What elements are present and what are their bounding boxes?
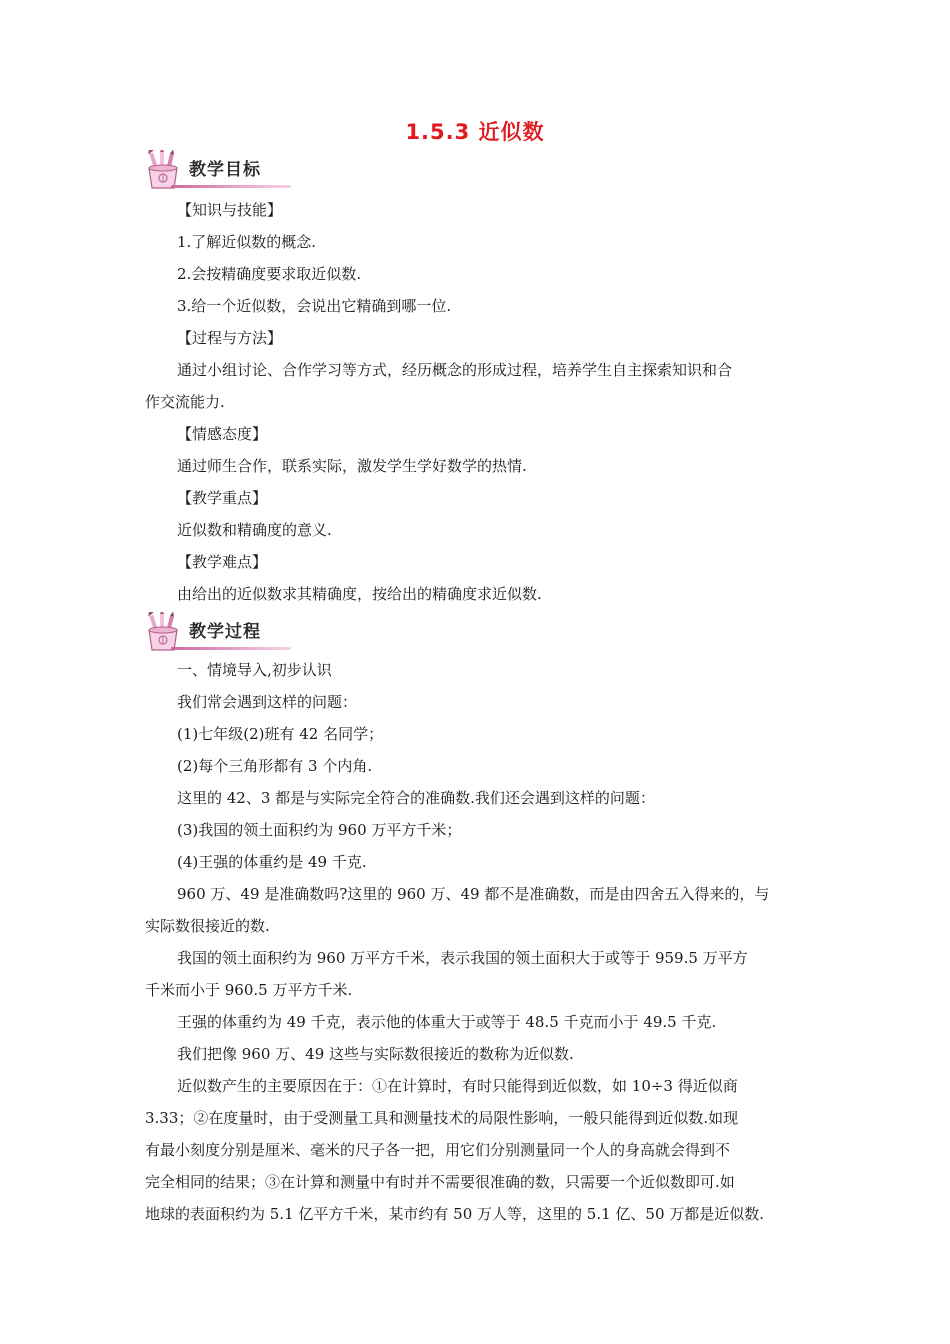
banner-label: 教学过程 — [189, 622, 261, 642]
pencil-pot-icon — [143, 150, 183, 190]
banner-underline — [171, 185, 291, 188]
difficult-heading: 【教学难点】 — [177, 553, 268, 571]
paragraph: 我国的领土面积约为 960 万平方千米，表示我国的领土面积大于或等于 959.5 万平方 — [177, 949, 748, 967]
section-banner-goals — [143, 150, 291, 190]
goal-item: 1.了解近似数的概念. — [177, 233, 317, 251]
paragraph: 这里的 42、3 都是与实际完全符合的准确数.我们还会遇到这样的问题： — [177, 789, 655, 807]
paragraph: (4)王强的体重约是 49 千克. — [177, 853, 367, 871]
method-text: 作交流能力. — [145, 393, 225, 411]
paragraph: 我们把像 960 万、49 这些与实际数很接近的数称为近似数. — [177, 1045, 574, 1063]
knowledge-heading: 【知识与技能】 — [177, 201, 283, 219]
paragraph: (2)每个三角形都有 3 个内角. — [177, 757, 373, 775]
paragraph: 王强的体重约为 49 千克，表示他的体重大于或等于 48.5 千克而小于 49.5 千克. — [177, 1013, 717, 1031]
section-heading: 一、情境导入,初步认识 — [177, 661, 332, 679]
goal-item: 2.会按精确度要求取近似数. — [177, 265, 362, 283]
paragraph: 3.33；②在度量时，由于受测量工具和测量技术的局限性影响，一般只能得到近似数.如现 — [145, 1109, 739, 1127]
banner-underline — [171, 647, 291, 650]
emotion-text: 通过师生合作，联系实际，激发学生学好数学的热情. — [177, 457, 527, 475]
paragraph: 我们常会遇到这样的问题： — [177, 693, 358, 711]
paragraph: 实际数很接近的数. — [145, 917, 270, 935]
method-heading: 【过程与方法】 — [177, 329, 283, 347]
paragraph: 地球的表面积约为 5.1 亿平方千米，某市约有 50 万人等，这里的 5.1 亿、50 万都是近似数. — [145, 1205, 765, 1223]
emotion-heading: 【情感态度】 — [177, 425, 268, 443]
paragraph: (3)我国的领土面积约为 960 万平方千米； — [177, 821, 462, 839]
method-text: 通过小组讨论、合作学习等方式，经历概念的形成过程，培养学生自主探索知识和合 — [177, 361, 733, 379]
difficult-text: 由给出的近似数求其精确度，按给出的精确度求近似数. — [177, 585, 542, 603]
paragraph: 近似数产生的主要原因在于：①在计算时，有时只能得到近似数，如 10÷3 得近似商 — [177, 1077, 738, 1095]
key-heading: 【教学重点】 — [177, 489, 268, 507]
goal-item: 3.给一个近似数，会说出它精确到哪一位. — [177, 297, 452, 315]
paragraph: 960 万、49 是准确数吗?这里的 960 万、49 都不是准确数，而是由四舍五入得来的，与 — [177, 885, 770, 903]
paragraph: 完全相同的结果；③在计算和测量中有时并不需要很准确的数，只需要一个近似数即可.如 — [145, 1173, 735, 1191]
banner-label: 教学目标 — [189, 160, 261, 180]
page-title: 1.5.3 近似数 — [405, 120, 545, 144]
key-text: 近似数和精确度的意义. — [177, 521, 332, 539]
pencil-pot-icon — [143, 612, 183, 652]
paragraph: (1)七年级(2)班有 42 名同学； — [177, 725, 384, 743]
paragraph: 有最小刻度分别是厘米、毫米的尺子各一把，用它们分别测量同一个人的身高就会得到不 — [145, 1141, 731, 1159]
section-banner-process — [143, 612, 291, 652]
paragraph: 千米而小于 960.5 万平方千米. — [145, 981, 353, 999]
